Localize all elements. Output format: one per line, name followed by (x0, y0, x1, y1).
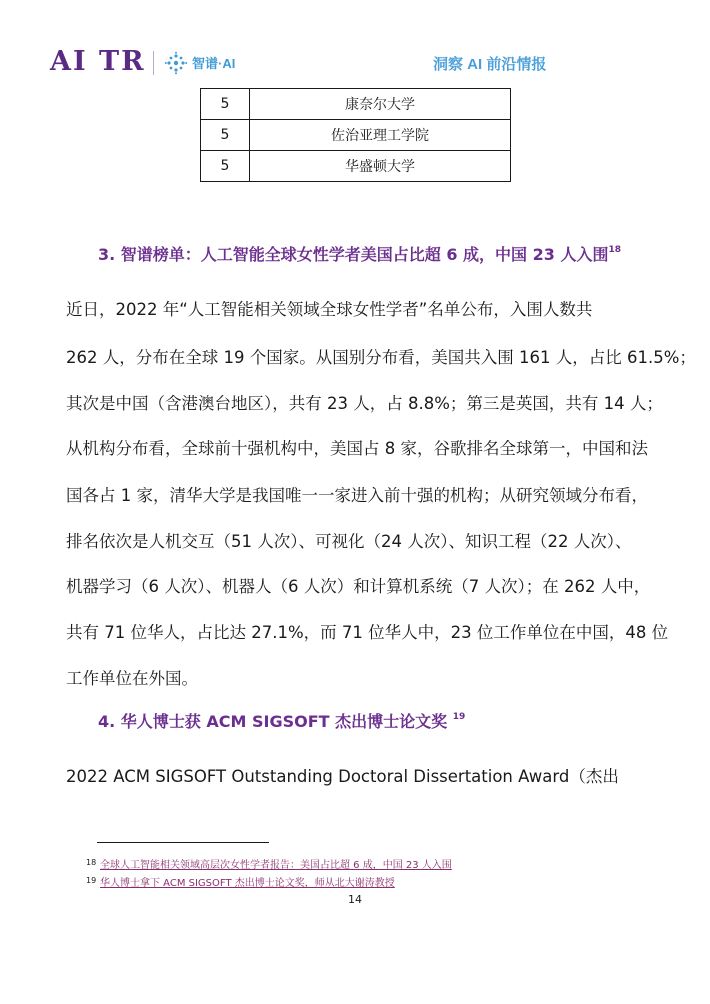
table-row (201, 89, 511, 120)
logo-divider (153, 51, 154, 75)
aitr-logo: AI TR (50, 46, 146, 77)
footnote-link[interactable]: 全球人工智能相关领域高层次女性学者报告：美国占比超 6 成，中国 23 人入围 (100, 860, 452, 871)
table-row (201, 120, 511, 151)
section-4-heading (98, 709, 465, 732)
paragraph-line: 机器学习（6 人次）、机器人（6 人次）和计算机系统（7 人次）；在 262 人中， (66, 577, 651, 596)
footnote-ref-19[interactable]: 19 (452, 712, 466, 722)
zhipu-logo-icon (164, 51, 188, 75)
footnote-link[interactable]: 华人博士拿下 ACM SIGSOFT 杰出博士论文奖，师从北大谢涛教授 (100, 878, 395, 889)
paragraph-line: 共有 71 位华人，占比达 27.1%，而 71 位华人中，23 位工作单位在中国，48 位 (66, 623, 669, 642)
rank-cell: 5 (201, 120, 250, 151)
rank-cell: 5 (201, 151, 250, 182)
section-3-heading (98, 242, 621, 265)
zhipu-logo-text: 智谱·AI (192, 56, 236, 71)
paragraph-line: 从机构分布看，全球前十强机构中，美国占 8 家，谷歌排名全球第一，中国和法 (66, 439, 648, 458)
paragraph-line: 工作单位在外国。 (66, 669, 198, 688)
paragraph-line: 其次是中国（含港澳台地区），共有 23 人，占 8.8%；第三是英国，共有 14 人； (66, 394, 663, 413)
institution-cell: 华盛顿大学 (250, 151, 511, 182)
paragraph-line: 排名依次是人机交互（51 人次）、可视化（24 人次）、知识工程（22 人次）、 (66, 532, 632, 551)
paragraph-line: 国各占 1 家，清华大学是我国唯一一家进入前十强的机构；从研究领域分布看， (66, 486, 648, 505)
paragraph-line: 262 人，分布在全球 19 个国家。从国别分布看，美国共入围 161 人，占比 61.5%； (66, 348, 696, 367)
institution-cell: 佐治亚理工学院 (250, 120, 511, 151)
header-tagline: 洞察 AI 前沿情报 (433, 56, 547, 73)
footnote-number: 18 (86, 858, 97, 867)
rank-cell: 5 (201, 89, 250, 120)
paragraph-line: 2022 ACM SIGSOFT Outstanding Doctoral Dissertation Award（杰出 (66, 767, 619, 786)
section-4-heading-text: 4. 华人博士获 ACM SIGSOFT 杰出博士论文奖 (98, 712, 448, 731)
institution-cell: 康奈尔大学 (250, 89, 511, 120)
section-3-heading-text: 3. 智谱榜单：人工智能全球女性学者美国占比超 6 成，中国 23 人入围 (98, 245, 609, 264)
footnote-18 (86, 856, 452, 871)
ranking-table (200, 88, 511, 182)
footnote-ref-18[interactable]: 18 (608, 245, 621, 255)
page-header (0, 0, 710, 90)
page-number: 14 (348, 893, 362, 906)
footnote-19 (86, 874, 395, 889)
table-row (201, 151, 511, 182)
footnote-number: 19 (86, 876, 97, 885)
footnote-divider (97, 842, 269, 843)
paragraph-line: 近日，2022 年“人工智能相关领域全球女性学者”名单公布，入围人数共 (66, 300, 593, 319)
